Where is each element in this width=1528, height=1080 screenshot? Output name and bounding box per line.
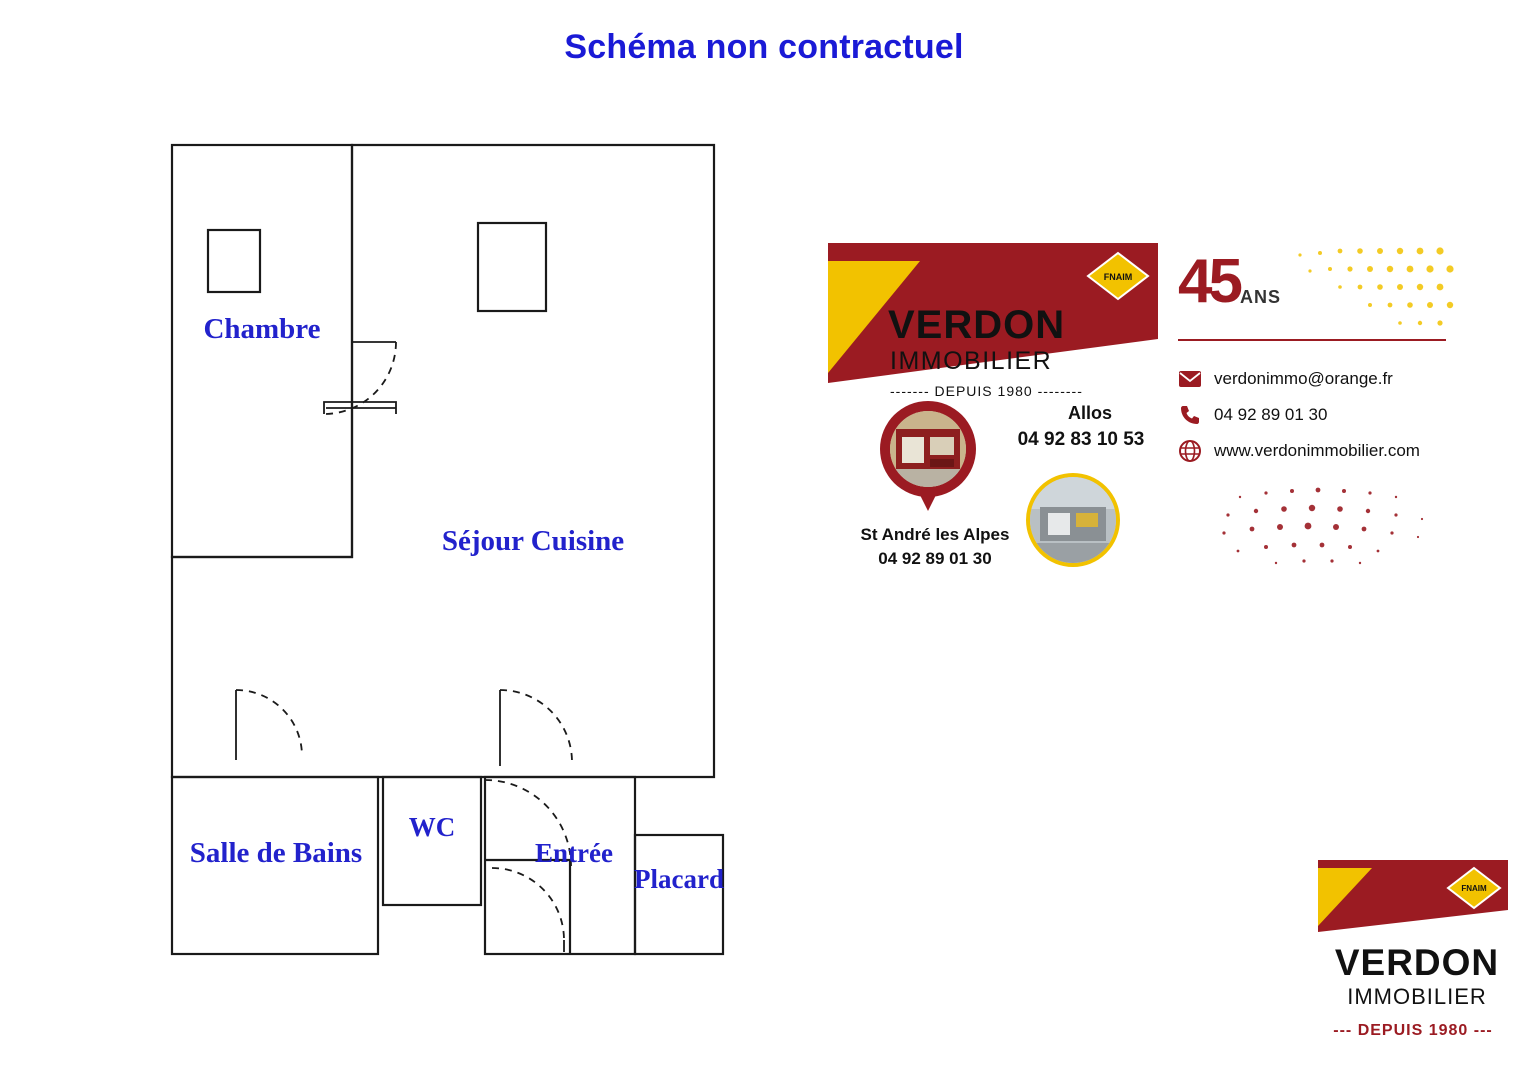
halftone-dots-bottom-right — [1180, 463, 1460, 573]
fnaim-badge-icon — [1086, 251, 1150, 301]
floorplan-diagram — [140, 120, 780, 980]
divider — [1178, 339, 1446, 341]
room-label-placard: Placard — [634, 864, 724, 894]
contact-phone-row[interactable] — [1178, 403, 1327, 427]
anniversary-unit: ANS — [1240, 287, 1282, 307]
office-1-phone[interactable]: 04 92 89 01 30 — [878, 549, 992, 568]
brand-subtitle: IMMOBILIER — [890, 347, 1053, 375]
room-label-salle-de-bains: Salle de Bains — [189, 837, 363, 869]
globe-icon — [1178, 439, 1202, 463]
svg-text:FNAIM: FNAIM — [1461, 884, 1487, 893]
footer-brand-subtitle: IMMOBILIER — [1347, 984, 1487, 1009]
room-label-entree: Entrée — [535, 838, 613, 868]
contact-website-row[interactable] — [1178, 439, 1420, 463]
agency-card-right — [1160, 243, 1460, 573]
footer-brand-logo — [1318, 860, 1508, 1056]
office-2-city: Allos — [1067, 403, 1112, 423]
phone-icon — [1178, 403, 1202, 427]
footer-since-text: --- DEPUIS 1980 --- — [1333, 1022, 1493, 1039]
brand-name: VERDON — [888, 303, 1066, 347]
agency-contact-card — [828, 243, 1460, 573]
footer-brand-name: VERDON — [1334, 942, 1500, 983]
office-map-pin — [880, 401, 976, 521]
room-label-sejour-cuisine: Séjour Cuisine — [441, 525, 625, 557]
halftone-dots-top-right — [1280, 243, 1460, 339]
contact-phone-value: 04 92 89 01 30 — [1214, 405, 1328, 424]
office-photo-allos — [1026, 473, 1120, 567]
svg-text:FNAIM: FNAIM — [1103, 272, 1133, 282]
room-label-wc: WC — [408, 812, 456, 842]
office-1-city: St André les Alpes — [860, 525, 1010, 544]
mail-icon — [1178, 367, 1202, 391]
office-2-phone[interactable]: 04 92 83 10 53 — [1017, 429, 1145, 450]
page-title: Schéma non contractuel — [564, 28, 964, 66]
contact-website-value: www.verdonimmobilier.com — [1214, 441, 1420, 460]
contact-email-row[interactable] — [1178, 367, 1393, 391]
room-label-chambre: Chambre — [203, 313, 321, 345]
anniversary-number: 45 — [1178, 247, 1239, 316]
anniversary-badge — [1178, 247, 1282, 321]
footer-fnaim-badge-icon — [1446, 866, 1502, 910]
agency-card-left — [828, 243, 1158, 573]
office-photo-st-andre — [890, 411, 966, 487]
contact-email-value: verdonimmo@orange.fr — [1214, 369, 1393, 388]
brand-since-text: ------- DEPUIS 1980 -------- — [890, 383, 1083, 399]
